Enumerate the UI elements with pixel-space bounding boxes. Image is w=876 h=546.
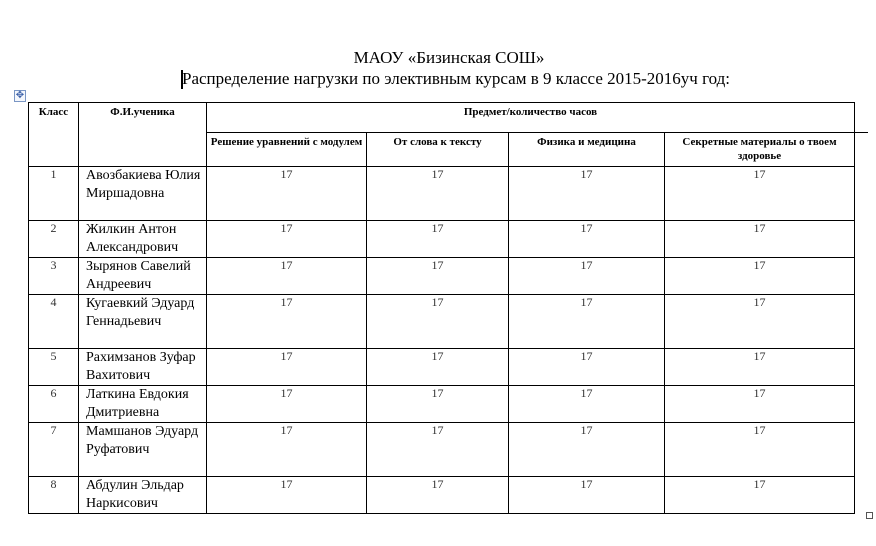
hours-cell: 17	[367, 349, 509, 386]
hours-cell: 17	[665, 221, 855, 258]
table-row	[29, 167, 855, 221]
hours-cell: 17	[207, 386, 367, 423]
table-move-handle-icon[interactable]: ✥	[15, 90, 25, 101]
hours-cell: 17	[207, 477, 367, 514]
table-border-extension	[854, 132, 868, 133]
document-subtitle: Распределение нагрузки по элективным курсам в 9 классе 2015-2016уч год:	[182, 69, 731, 88]
hours-cell: 17	[367, 386, 509, 423]
table-resize-handle[interactable]	[866, 512, 873, 519]
student-name: Кугаевкий Эдуард Геннадьевич	[79, 295, 207, 349]
hours-cell: 17	[509, 167, 665, 221]
student-name: Зырянов Савелий Андреевич	[79, 258, 207, 295]
load-table	[28, 102, 855, 514]
hours-cell: 17	[665, 258, 855, 295]
hours-cell: 17	[207, 258, 367, 295]
table-row	[29, 423, 855, 477]
hours-cell: 17	[665, 386, 855, 423]
class-number: 7	[29, 423, 79, 477]
table-row	[29, 477, 855, 514]
student-name: Жилкин Антон Александрович	[79, 221, 207, 258]
table-row	[29, 221, 855, 258]
hours-cell: 17	[665, 349, 855, 386]
hours-cell: 17	[207, 423, 367, 477]
hours-cell: 17	[367, 477, 509, 514]
hours-cell: 17	[367, 423, 509, 477]
student-name: Авозбакиева Юлия Миршадовна	[79, 167, 207, 221]
table-row	[29, 349, 855, 386]
class-number: 1	[29, 167, 79, 221]
header-subjects-group: Предмет/количество часов	[207, 103, 855, 133]
header-subject: От слова к тексту	[367, 133, 509, 167]
table-row	[29, 258, 855, 295]
hours-cell: 17	[509, 477, 665, 514]
class-number: 4	[29, 295, 79, 349]
student-name: Мамшанов Эдуард Руфатович	[79, 423, 207, 477]
hours-cell: 17	[509, 349, 665, 386]
header-subject: Решение уравнений с модулем	[207, 133, 367, 167]
hours-cell: 17	[367, 295, 509, 349]
class-number: 8	[29, 477, 79, 514]
header-subject: Физика и медицина	[509, 133, 665, 167]
hours-cell: 17	[207, 221, 367, 258]
header-subject: Секретные материалы о твоем здоровье	[665, 133, 855, 167]
class-number: 6	[29, 386, 79, 423]
hours-cell: 17	[207, 349, 367, 386]
hours-cell: 17	[665, 477, 855, 514]
class-number: 3	[29, 258, 79, 295]
hours-cell: 17	[509, 423, 665, 477]
header-class: Класс	[29, 103, 79, 167]
hours-cell: 17	[367, 221, 509, 258]
document-title: МАОУ «Бизинская СОШ»	[353, 48, 545, 67]
student-name: Абдулин Эльдар Наркисович	[79, 477, 207, 514]
hours-cell: 17	[665, 423, 855, 477]
class-number: 2	[29, 221, 79, 258]
hours-cell: 17	[367, 258, 509, 295]
hours-cell: 17	[509, 258, 665, 295]
hours-cell: 17	[509, 221, 665, 258]
hours-cell: 17	[509, 295, 665, 349]
header-name: Ф.И.ученика	[79, 103, 207, 167]
table-row	[29, 386, 855, 423]
student-name: Рахимзанов Зуфар Вахитович	[79, 349, 207, 386]
hours-cell: 17	[207, 167, 367, 221]
hours-cell: 17	[665, 167, 855, 221]
hours-cell: 17	[367, 167, 509, 221]
hours-cell: 17	[509, 386, 665, 423]
class-number: 5	[29, 349, 79, 386]
hours-cell: 17	[665, 295, 855, 349]
table-row	[29, 295, 855, 349]
student-name: Латкина Евдокия Дмитриевна	[79, 386, 207, 423]
hours-cell: 17	[207, 295, 367, 349]
